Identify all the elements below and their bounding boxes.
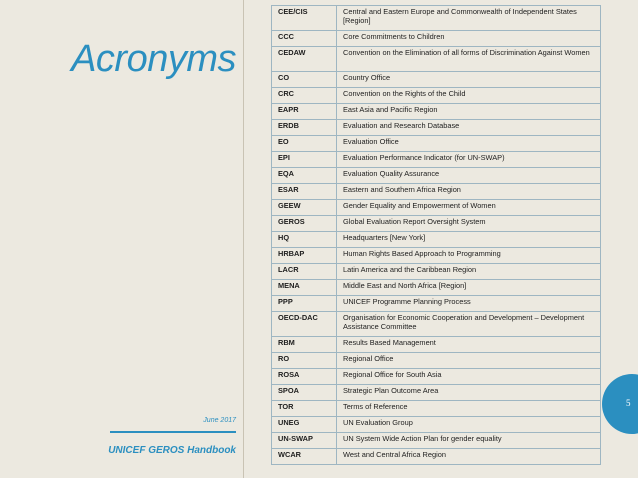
table-row bbox=[272, 337, 601, 353]
acronym-cell: EQA bbox=[272, 168, 337, 184]
meaning-cell: Convention on the Elimination of all forms of Discrimination Against Women bbox=[337, 47, 601, 72]
acronym-cell: WCAR bbox=[272, 449, 337, 465]
acronym-cell: CO bbox=[272, 72, 337, 88]
meaning-cell: Gender Equality and Empowerment of Women bbox=[337, 200, 601, 216]
meaning-cell: Central and Eastern Europe and Commonwealth of Independent States [Region] bbox=[337, 6, 601, 31]
table-row bbox=[272, 280, 601, 296]
meaning-cell: Results Based Management bbox=[337, 337, 601, 353]
table-row bbox=[272, 120, 601, 136]
table-row bbox=[272, 47, 601, 72]
table-row bbox=[272, 433, 601, 449]
page-number-badge bbox=[602, 374, 638, 434]
table-row bbox=[272, 312, 601, 337]
acronym-cell: HQ bbox=[272, 232, 337, 248]
meaning-cell: Human Rights Based Approach to Programming bbox=[337, 248, 601, 264]
acronym-cell: RBM bbox=[272, 337, 337, 353]
table-row bbox=[272, 296, 601, 312]
table-row bbox=[272, 72, 601, 88]
acronym-cell: CEE/CIS bbox=[272, 6, 337, 31]
meaning-cell: UNICEF Programme Planning Process bbox=[337, 296, 601, 312]
table-row bbox=[272, 6, 601, 31]
table-row bbox=[272, 88, 601, 104]
meaning-cell: Middle East and North Africa [Region] bbox=[337, 280, 601, 296]
table-row bbox=[272, 104, 601, 120]
acronym-table bbox=[271, 5, 601, 465]
table-row bbox=[272, 417, 601, 433]
meaning-cell: Terms of Reference bbox=[337, 401, 601, 417]
table-row bbox=[272, 184, 601, 200]
table-row bbox=[272, 369, 601, 385]
acronym-cell: UNEG bbox=[272, 417, 337, 433]
acronym-cell: RO bbox=[272, 353, 337, 369]
table-row bbox=[272, 264, 601, 280]
divider-line bbox=[243, 0, 244, 478]
table-row bbox=[272, 232, 601, 248]
acronym-cell: EO bbox=[272, 136, 337, 152]
meaning-cell: Evaluation and Research Database bbox=[337, 120, 601, 136]
acronym-cell: TOR bbox=[272, 401, 337, 417]
table-row bbox=[272, 385, 601, 401]
footer-rule bbox=[110, 431, 236, 433]
acronym-cell: CEDAW bbox=[272, 47, 337, 72]
acronym-cell: UN-SWAP bbox=[272, 433, 337, 449]
page-title: Acronyms bbox=[71, 38, 236, 80]
acronym-cell: ESAR bbox=[272, 184, 337, 200]
acronym-cell: EPI bbox=[272, 152, 337, 168]
meaning-cell: UN Evaluation Group bbox=[337, 417, 601, 433]
footer-title: UNICEF GEROS Handbook bbox=[108, 445, 236, 456]
meaning-cell: UN System Wide Action Plan for gender equality bbox=[337, 433, 601, 449]
meaning-cell: East Asia and Pacific Region bbox=[337, 104, 601, 120]
table-row bbox=[272, 31, 601, 47]
meaning-cell: Country Office bbox=[337, 72, 601, 88]
table-row bbox=[272, 200, 601, 216]
acronym-cell: SPOA bbox=[272, 385, 337, 401]
table-row bbox=[272, 136, 601, 152]
acronym-cell: HRBAP bbox=[272, 248, 337, 264]
meaning-cell: Regional Office bbox=[337, 353, 601, 369]
date-label: June 2017 bbox=[203, 417, 236, 424]
table-row bbox=[272, 216, 601, 232]
acronym-cell: PPP bbox=[272, 296, 337, 312]
meaning-cell: Strategic Plan Outcome Area bbox=[337, 385, 601, 401]
table-row bbox=[272, 353, 601, 369]
acronym-cell: GEEW bbox=[272, 200, 337, 216]
meaning-cell: West and Central Africa Region bbox=[337, 449, 601, 465]
acronym-cell: OECD-DAC bbox=[272, 312, 337, 337]
meaning-cell: Regional Office for South Asia bbox=[337, 369, 601, 385]
meaning-cell: Global Evaluation Report Oversight System bbox=[337, 216, 601, 232]
meaning-cell: Evaluation Office bbox=[337, 136, 601, 152]
acronym-cell: GEROS bbox=[272, 216, 337, 232]
table-row bbox=[272, 449, 601, 465]
table-row bbox=[272, 401, 601, 417]
meaning-cell: Evaluation Quality Assurance bbox=[337, 168, 601, 184]
acronym-cell: EAPR bbox=[272, 104, 337, 120]
meaning-cell: Organisation for Economic Cooperation and Development – Development Assistance Committee bbox=[337, 312, 601, 337]
page-number: 5 bbox=[626, 398, 631, 408]
acronym-cell: ROSA bbox=[272, 369, 337, 385]
table-row bbox=[272, 168, 601, 184]
acronym-cell: CRC bbox=[272, 88, 337, 104]
meaning-cell: Headquarters [New York] bbox=[337, 232, 601, 248]
table-row bbox=[272, 152, 601, 168]
acronym-cell: CCC bbox=[272, 31, 337, 47]
table-row bbox=[272, 248, 601, 264]
meaning-cell: Eastern and Southern Africa Region bbox=[337, 184, 601, 200]
acronym-cell: ERDB bbox=[272, 120, 337, 136]
meaning-cell: Latin America and the Caribbean Region bbox=[337, 264, 601, 280]
acronym-cell: MENA bbox=[272, 280, 337, 296]
meaning-cell: Core Commitments to Children bbox=[337, 31, 601, 47]
acronym-cell: LACR bbox=[272, 264, 337, 280]
meaning-cell: Convention on the Rights of the Child bbox=[337, 88, 601, 104]
meaning-cell: Evaluation Performance Indicator (for UN-SWAP) bbox=[337, 152, 601, 168]
